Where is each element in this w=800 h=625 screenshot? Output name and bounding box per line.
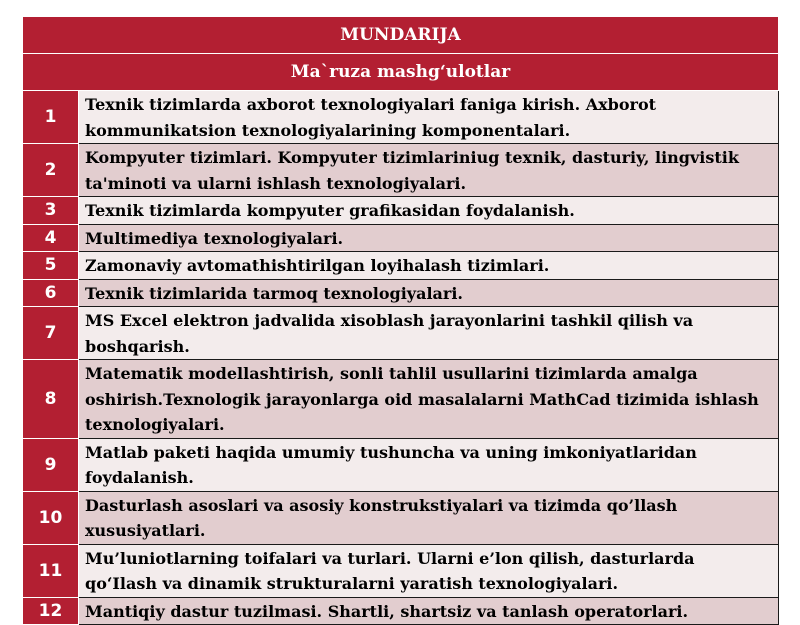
item-text: Mu’luniotlarning toifalari va turlari. Ularni e’lon qilish, dasturlarda qo‘Ilash va dinamik strukturalarni yaratish texnologiyalari. xyxy=(79,544,779,597)
item-text: Zamonaviy avtomathishtirilgan loyihalash tizimlari. xyxy=(79,252,779,280)
item-text: Kompyuter tizimlari. Kompyuter tizimlariniug texnik, dasturiy, lingvistik ta'minoti va ularni ishlash texnologiyalari. xyxy=(79,144,779,197)
title-row xyxy=(23,17,779,54)
item-text: Texnik tizimlarda axborot texnologiyalari faniga kirish. Axborot kommunikatsion texnologiyalarining komponentalari. xyxy=(79,91,779,144)
item-number: 4 xyxy=(23,224,79,252)
table-row xyxy=(23,224,779,252)
item-number: 3 xyxy=(23,197,79,225)
table-row xyxy=(23,438,779,491)
table-row xyxy=(23,279,779,307)
table-row xyxy=(23,491,779,544)
table-row xyxy=(23,597,779,625)
item-text: Texnik tizimlarda kompyuter grafikasidan foydalanish. xyxy=(79,197,779,225)
item-text: Texnik tizimlarida tarmoq texnologiyalari. xyxy=(79,279,779,307)
toc-title: MUNDARIJA xyxy=(23,17,779,54)
item-number: 10 xyxy=(23,491,79,544)
item-text: MS Excel elektron jadvalida xisoblash jarayonlarini tashkil qilish va boshqarish. xyxy=(79,307,779,360)
table-row xyxy=(23,360,779,439)
item-number: 12 xyxy=(23,597,79,625)
item-text: Dasturlash asoslari va asosiy konstrukstiyalari va tizimda qo’llash xususiyatlari. xyxy=(79,491,779,544)
table-row xyxy=(23,197,779,225)
item-number: 11 xyxy=(23,544,79,597)
item-number: 7 xyxy=(23,307,79,360)
table-row xyxy=(23,307,779,360)
item-number: 6 xyxy=(23,279,79,307)
item-number: 2 xyxy=(23,144,79,197)
section-title: Ma`ruza mashg‘ulotlar xyxy=(23,54,779,91)
section-row xyxy=(23,54,779,91)
toc-table xyxy=(22,16,779,625)
item-text: Matematik modellashtirish, sonli tahlil usullarini tizimlarda amalga oshirish.Texnologik jarayonlarga oid masalalarni MathCad tizimida ishlash texnologiyalari. xyxy=(79,360,779,439)
item-number: 9 xyxy=(23,438,79,491)
item-text: Matlab paketi haqida umumiy tushuncha va uning imkoniyatlaridan foydalanish. xyxy=(79,438,779,491)
item-number: 1 xyxy=(23,91,79,144)
item-text: Mantiqiy dastur tuzilmasi. Shartli, shartsiz va tanlash operatorlari. xyxy=(79,597,779,625)
table-row xyxy=(23,91,779,144)
table-row xyxy=(23,252,779,280)
table-row xyxy=(23,544,779,597)
item-text: Multimediya texnologiyalari. xyxy=(79,224,779,252)
table-row xyxy=(23,144,779,197)
item-number: 8 xyxy=(23,360,79,439)
item-number: 5 xyxy=(23,252,79,280)
